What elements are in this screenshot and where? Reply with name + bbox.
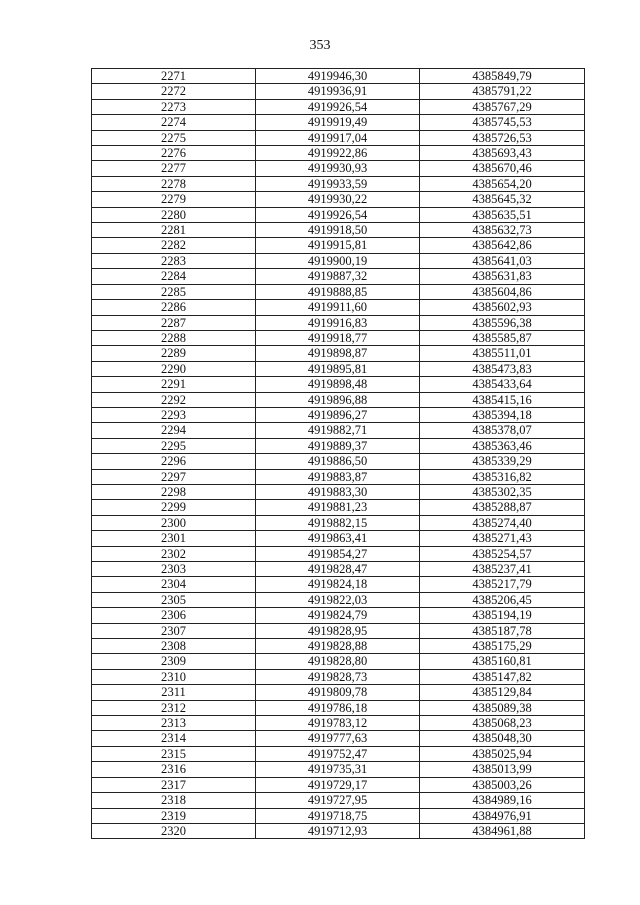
table-row <box>92 515 585 530</box>
y-coordinate-cell: 4385237,41 <box>420 562 585 577</box>
x-coordinate-cell: 4919882,15 <box>256 515 420 530</box>
x-coordinate-cell: 4919896,27 <box>256 407 420 422</box>
x-coordinate-cell: 4919918,50 <box>256 223 420 238</box>
y-coordinate-cell: 4385316,82 <box>420 469 585 484</box>
table-row <box>92 330 585 345</box>
y-coordinate-cell: 4385602,93 <box>420 300 585 315</box>
point-number-cell: 2291 <box>92 377 256 392</box>
x-coordinate-cell: 4919895,81 <box>256 361 420 376</box>
y-coordinate-cell: 4385147,82 <box>420 669 585 684</box>
point-number-cell: 2315 <box>92 746 256 761</box>
table-row <box>92 223 585 238</box>
page-number: 353 <box>309 38 331 53</box>
point-number-cell: 2299 <box>92 500 256 515</box>
y-coordinate-cell: 4385048,30 <box>420 731 585 746</box>
x-coordinate-cell: 4919828,80 <box>256 654 420 669</box>
y-coordinate-cell: 4385415,16 <box>420 392 585 407</box>
point-number-cell: 2310 <box>92 669 256 684</box>
x-coordinate-cell: 4919926,54 <box>256 207 420 222</box>
table-row <box>92 269 585 284</box>
point-number-cell: 2285 <box>92 284 256 299</box>
x-coordinate-cell: 4919919,49 <box>256 115 420 130</box>
table-row <box>92 315 585 330</box>
table-row <box>92 176 585 191</box>
x-coordinate-cell: 4919828,47 <box>256 562 420 577</box>
table-row <box>92 808 585 823</box>
table-row <box>92 546 585 561</box>
x-coordinate-cell: 4919822,03 <box>256 592 420 607</box>
point-number-cell: 2280 <box>92 207 256 222</box>
x-coordinate-cell: 4919809,78 <box>256 685 420 700</box>
coordinates-table <box>91 68 585 839</box>
x-coordinate-cell: 4919922,86 <box>256 146 420 161</box>
table-row <box>92 284 585 299</box>
y-coordinate-cell: 4385274,40 <box>420 515 585 530</box>
y-coordinate-cell: 4385670,46 <box>420 161 585 176</box>
y-coordinate-cell: 4385632,73 <box>420 223 585 238</box>
coordinates-table-body <box>92 69 585 839</box>
y-coordinate-cell: 4385635,51 <box>420 207 585 222</box>
y-coordinate-cell: 4385194,19 <box>420 608 585 623</box>
y-coordinate-cell: 4385089,38 <box>420 700 585 715</box>
point-number-cell: 2298 <box>92 484 256 499</box>
x-coordinate-cell: 4919729,17 <box>256 777 420 792</box>
table-row <box>92 438 585 453</box>
table-row <box>92 731 585 746</box>
x-coordinate-cell: 4919854,27 <box>256 546 420 561</box>
y-coordinate-cell: 4385791,22 <box>420 84 585 99</box>
table-row <box>92 562 585 577</box>
point-number-cell: 2274 <box>92 115 256 130</box>
point-number-cell: 2309 <box>92 654 256 669</box>
y-coordinate-cell: 4385025,94 <box>420 746 585 761</box>
table-row <box>92 577 585 592</box>
y-coordinate-cell: 4385394,18 <box>420 407 585 422</box>
y-coordinate-cell: 4385175,29 <box>420 639 585 654</box>
y-coordinate-cell: 4385642,86 <box>420 238 585 253</box>
point-number-cell: 2286 <box>92 300 256 315</box>
table-row <box>92 407 585 422</box>
y-coordinate-cell: 4385378,07 <box>420 423 585 438</box>
point-number-cell: 2295 <box>92 438 256 453</box>
table-row <box>92 84 585 99</box>
y-coordinate-cell: 4384976,91 <box>420 808 585 823</box>
y-coordinate-cell: 4385339,29 <box>420 454 585 469</box>
y-coordinate-cell: 4385254,57 <box>420 546 585 561</box>
x-coordinate-cell: 4919828,88 <box>256 639 420 654</box>
x-coordinate-cell: 4919828,73 <box>256 669 420 684</box>
y-coordinate-cell: 4385068,23 <box>420 716 585 731</box>
x-coordinate-cell: 4919735,31 <box>256 762 420 777</box>
point-number-cell: 2305 <box>92 592 256 607</box>
x-coordinate-cell: 4919824,18 <box>256 577 420 592</box>
table-row <box>92 377 585 392</box>
point-number-cell: 2292 <box>92 392 256 407</box>
table-row <box>92 253 585 268</box>
table-row <box>92 207 585 222</box>
x-coordinate-cell: 4919917,04 <box>256 130 420 145</box>
x-coordinate-cell: 4919887,32 <box>256 269 420 284</box>
y-coordinate-cell: 4385302,35 <box>420 484 585 499</box>
y-coordinate-cell: 4385641,03 <box>420 253 585 268</box>
x-coordinate-cell: 4919889,37 <box>256 438 420 453</box>
x-coordinate-cell: 4919898,48 <box>256 377 420 392</box>
y-coordinate-cell: 4385473,83 <box>420 361 585 376</box>
point-number-cell: 2302 <box>92 546 256 561</box>
point-number-cell: 2320 <box>92 823 256 838</box>
y-coordinate-cell: 4385631,83 <box>420 269 585 284</box>
point-number-cell: 2317 <box>92 777 256 792</box>
x-coordinate-cell: 4919896,88 <box>256 392 420 407</box>
table-row <box>92 192 585 207</box>
point-number-cell: 2287 <box>92 315 256 330</box>
point-number-cell: 2304 <box>92 577 256 592</box>
table-row <box>92 623 585 638</box>
table-row <box>92 146 585 161</box>
point-number-cell: 2318 <box>92 793 256 808</box>
point-number-cell: 2271 <box>92 69 256 84</box>
x-coordinate-cell: 4919918,77 <box>256 330 420 345</box>
table-row <box>92 639 585 654</box>
point-number-cell: 2276 <box>92 146 256 161</box>
x-coordinate-cell: 4919752,47 <box>256 746 420 761</box>
point-number-cell: 2284 <box>92 269 256 284</box>
x-coordinate-cell: 4919718,75 <box>256 808 420 823</box>
table-row <box>92 669 585 684</box>
x-coordinate-cell: 4919828,95 <box>256 623 420 638</box>
x-coordinate-cell: 4919777,63 <box>256 731 420 746</box>
x-coordinate-cell: 4919888,85 <box>256 284 420 299</box>
y-coordinate-cell: 4385745,53 <box>420 115 585 130</box>
point-number-cell: 2312 <box>92 700 256 715</box>
y-coordinate-cell: 4385596,38 <box>420 315 585 330</box>
table-row <box>92 777 585 792</box>
table-row <box>92 746 585 761</box>
y-coordinate-cell: 4385363,46 <box>420 438 585 453</box>
y-coordinate-cell: 4385585,87 <box>420 330 585 345</box>
x-coordinate-cell: 4919916,83 <box>256 315 420 330</box>
y-coordinate-cell: 4385003,26 <box>420 777 585 792</box>
y-coordinate-cell: 4385271,43 <box>420 531 585 546</box>
x-coordinate-cell: 4919930,93 <box>256 161 420 176</box>
point-number-cell: 2314 <box>92 731 256 746</box>
point-number-cell: 2273 <box>92 99 256 114</box>
point-number-cell: 2290 <box>92 361 256 376</box>
table-row <box>92 793 585 808</box>
point-number-cell: 2308 <box>92 639 256 654</box>
x-coordinate-cell: 4919783,12 <box>256 716 420 731</box>
point-number-cell: 2303 <box>92 562 256 577</box>
table-row <box>92 500 585 515</box>
table-row <box>92 361 585 376</box>
table-row <box>92 238 585 253</box>
point-number-cell: 2319 <box>92 808 256 823</box>
point-number-cell: 2313 <box>92 716 256 731</box>
point-number-cell: 2300 <box>92 515 256 530</box>
x-coordinate-cell: 4919863,41 <box>256 531 420 546</box>
table-row <box>92 454 585 469</box>
table-row <box>92 392 585 407</box>
point-number-cell: 2282 <box>92 238 256 253</box>
point-number-cell: 2281 <box>92 223 256 238</box>
y-coordinate-cell: 4385511,01 <box>420 346 585 361</box>
y-coordinate-cell: 4385129,84 <box>420 685 585 700</box>
point-number-cell: 2278 <box>92 176 256 191</box>
x-coordinate-cell: 4919786,18 <box>256 700 420 715</box>
y-coordinate-cell: 4385693,43 <box>420 146 585 161</box>
x-coordinate-cell: 4919712,93 <box>256 823 420 838</box>
table-row <box>92 608 585 623</box>
table-row <box>92 762 585 777</box>
x-coordinate-cell: 4919898,87 <box>256 346 420 361</box>
point-number-cell: 2296 <box>92 454 256 469</box>
y-coordinate-cell: 4385433,64 <box>420 377 585 392</box>
point-number-cell: 2288 <box>92 330 256 345</box>
y-coordinate-cell: 4385206,45 <box>420 592 585 607</box>
table-row <box>92 484 585 499</box>
x-coordinate-cell: 4919930,22 <box>256 192 420 207</box>
point-number-cell: 2272 <box>92 84 256 99</box>
point-number-cell: 2297 <box>92 469 256 484</box>
y-coordinate-cell: 4385160,81 <box>420 654 585 669</box>
y-coordinate-cell: 4385604,86 <box>420 284 585 299</box>
y-coordinate-cell: 4385645,32 <box>420 192 585 207</box>
x-coordinate-cell: 4919882,71 <box>256 423 420 438</box>
x-coordinate-cell: 4919915,81 <box>256 238 420 253</box>
point-number-cell: 2277 <box>92 161 256 176</box>
y-coordinate-cell: 4385288,87 <box>420 500 585 515</box>
table-row <box>92 685 585 700</box>
point-number-cell: 2311 <box>92 685 256 700</box>
y-coordinate-cell: 4385217,79 <box>420 577 585 592</box>
point-number-cell: 2279 <box>92 192 256 207</box>
y-coordinate-cell: 4385767,29 <box>420 99 585 114</box>
y-coordinate-cell: 4384989,16 <box>420 793 585 808</box>
table-row <box>92 99 585 114</box>
table-row <box>92 700 585 715</box>
point-number-cell: 2316 <box>92 762 256 777</box>
y-coordinate-cell: 4385654,20 <box>420 176 585 191</box>
y-coordinate-cell: 4385849,79 <box>420 69 585 84</box>
table-row <box>92 531 585 546</box>
table-row <box>92 161 585 176</box>
point-number-cell: 2307 <box>92 623 256 638</box>
table-row <box>92 69 585 84</box>
table-row <box>92 423 585 438</box>
point-number-cell: 2294 <box>92 423 256 438</box>
table-row <box>92 654 585 669</box>
point-number-cell: 2293 <box>92 407 256 422</box>
x-coordinate-cell: 4919824,79 <box>256 608 420 623</box>
point-number-cell: 2301 <box>92 531 256 546</box>
point-number-cell: 2283 <box>92 253 256 268</box>
x-coordinate-cell: 4919886,50 <box>256 454 420 469</box>
y-coordinate-cell: 4385187,78 <box>420 623 585 638</box>
point-number-cell: 2289 <box>92 346 256 361</box>
x-coordinate-cell: 4919883,30 <box>256 484 420 499</box>
point-number-cell: 2306 <box>92 608 256 623</box>
table-row <box>92 130 585 145</box>
y-coordinate-cell: 4385726,53 <box>420 130 585 145</box>
x-coordinate-cell: 4919933,59 <box>256 176 420 191</box>
table-row <box>92 823 585 838</box>
table-row <box>92 300 585 315</box>
table-row <box>92 716 585 731</box>
table-row <box>92 592 585 607</box>
y-coordinate-cell: 4384961,88 <box>420 823 585 838</box>
x-coordinate-cell: 4919900,19 <box>256 253 420 268</box>
x-coordinate-cell: 4919936,91 <box>256 84 420 99</box>
y-coordinate-cell: 4385013,99 <box>420 762 585 777</box>
x-coordinate-cell: 4919911,60 <box>256 300 420 315</box>
x-coordinate-cell: 4919926,54 <box>256 99 420 114</box>
point-number-cell: 2275 <box>92 130 256 145</box>
x-coordinate-cell: 4919883,87 <box>256 469 420 484</box>
table-row <box>92 346 585 361</box>
x-coordinate-cell: 4919727,95 <box>256 793 420 808</box>
table-row <box>92 115 585 130</box>
table-row <box>92 469 585 484</box>
x-coordinate-cell: 4919946,30 <box>256 69 420 84</box>
x-coordinate-cell: 4919881,23 <box>256 500 420 515</box>
